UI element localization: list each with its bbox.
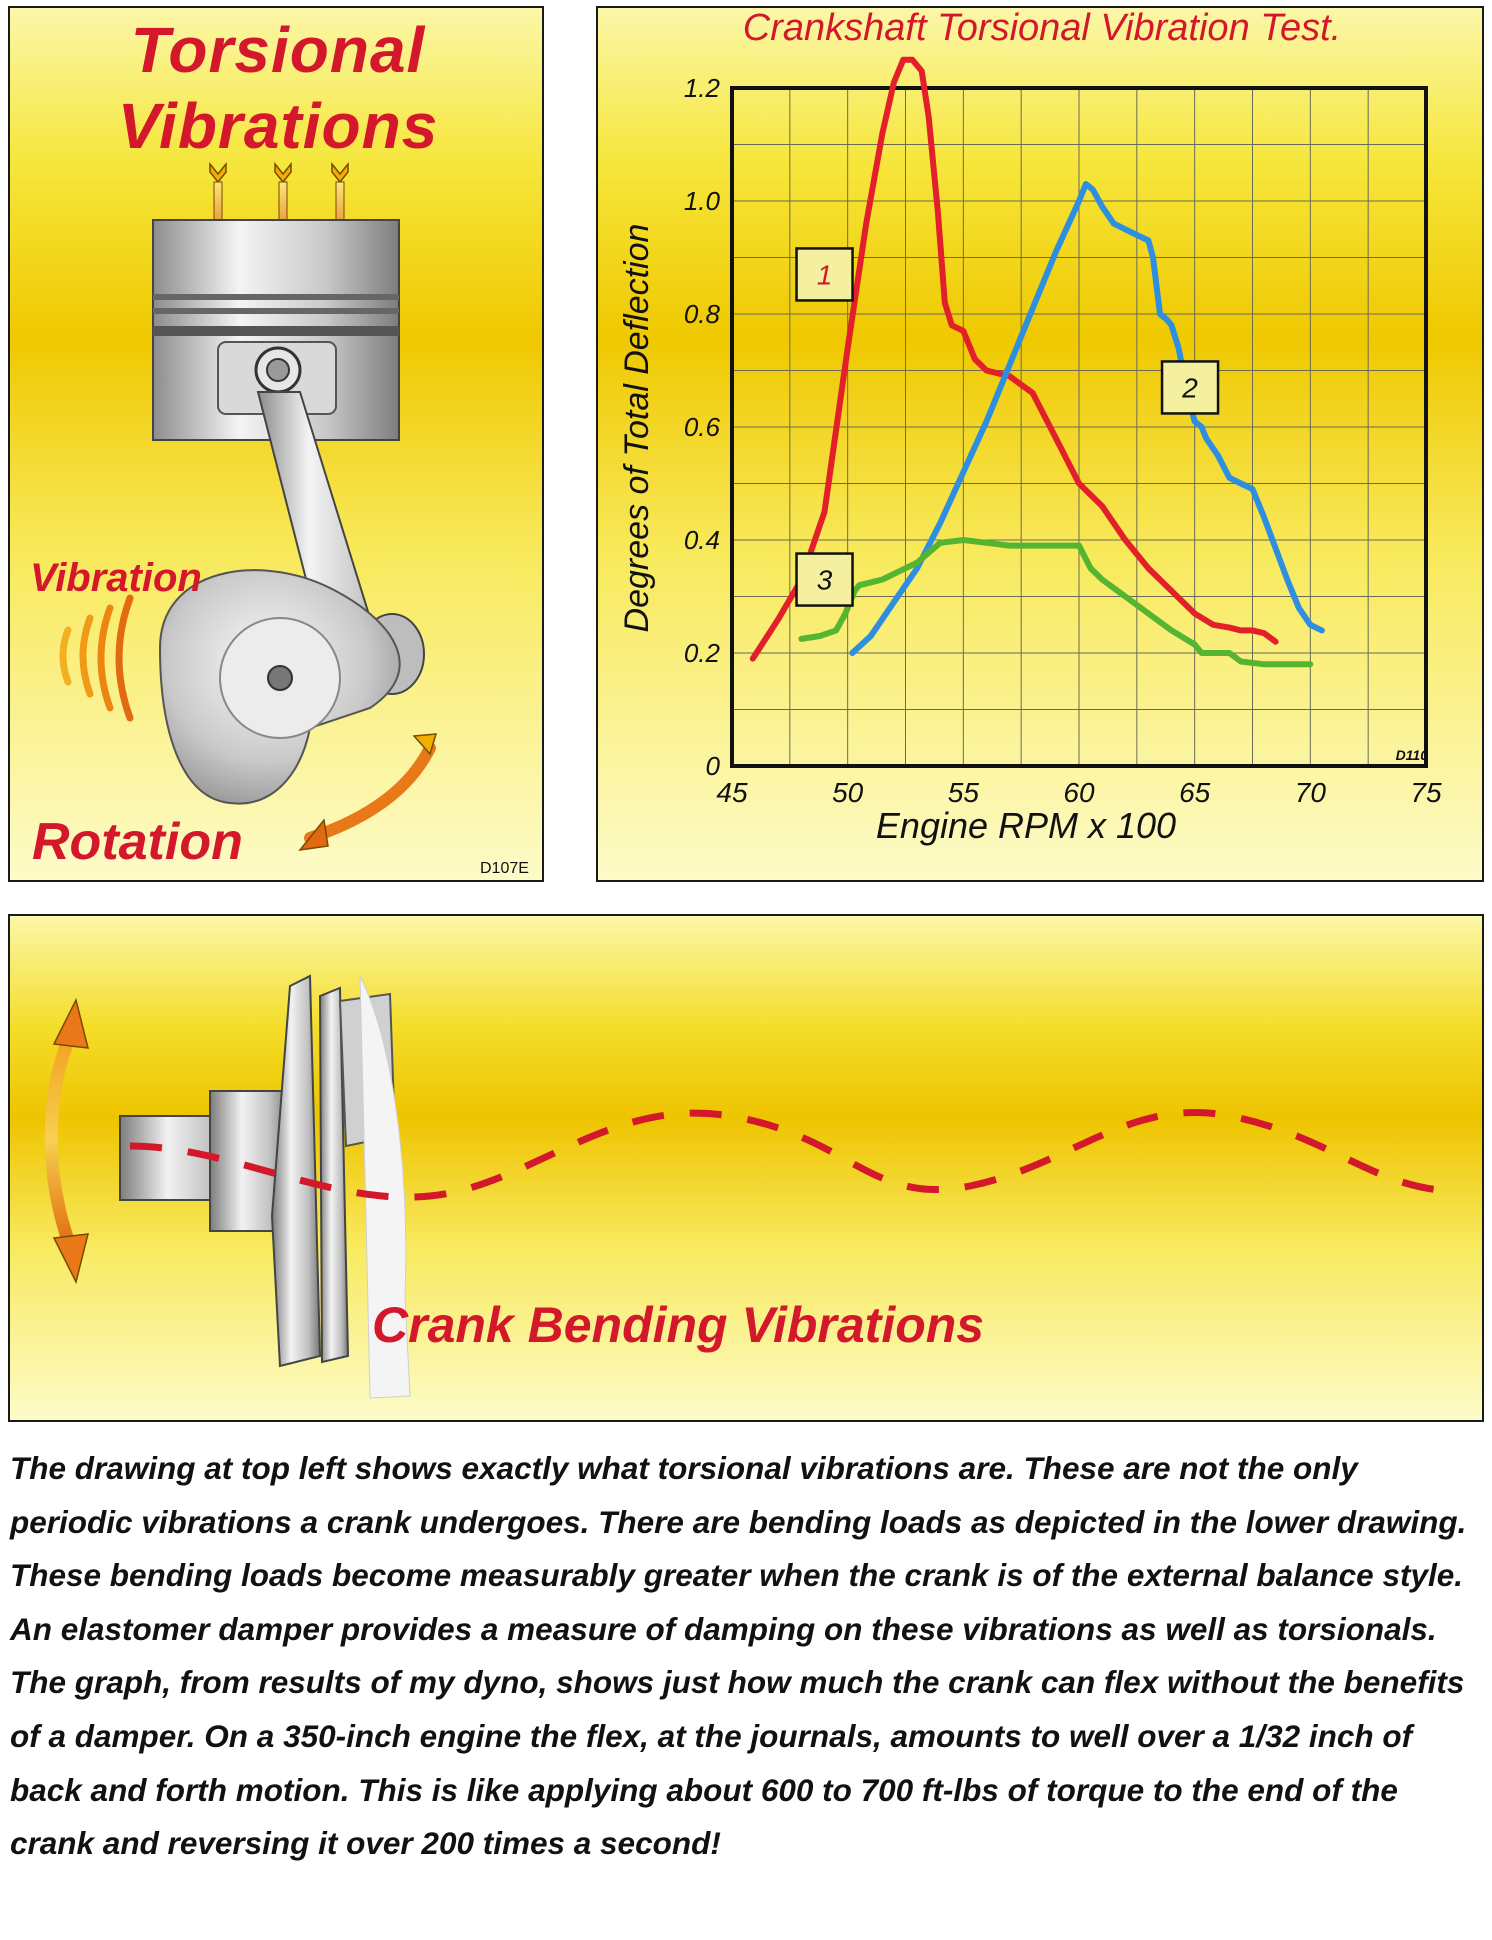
- y-tick-label: 0: [705, 751, 720, 781]
- y-axis-ticks: [684, 73, 721, 781]
- x-tick-label: 50: [832, 777, 864, 808]
- series-label: 2: [1182, 372, 1198, 404]
- vibration-arcs-icon: [63, 598, 130, 718]
- torsional-test-chart-panel: [596, 6, 1484, 882]
- x-tick-label: 55: [947, 777, 979, 808]
- series-1-badge: [797, 248, 853, 300]
- y-tick-label: 1.0: [683, 186, 720, 216]
- rotation-label: Rotation: [32, 813, 243, 871]
- y-axis-label: Degrees of Total Deflection: [618, 223, 656, 633]
- rotation-arrow-icon: [300, 734, 436, 850]
- bending-double-arrow-icon: [51, 1000, 88, 1282]
- torsional-title-line1: Torsional: [130, 14, 426, 86]
- series-2-badge: [1162, 361, 1218, 413]
- y-tick-label: 0.4: [683, 525, 720, 555]
- torsional-title-line2: Vibrations: [117, 90, 439, 162]
- x-axis-label: Engine RPM x 100: [875, 805, 1177, 846]
- y-tick-label: 0.2: [683, 638, 720, 668]
- series-3-badge: [797, 554, 853, 606]
- crank-bending-label: Crank Bending Vibrations: [372, 1297, 985, 1353]
- x-tick-label: 75: [1410, 777, 1442, 808]
- x-tick-label: 45: [716, 777, 748, 808]
- series-2-line: [852, 184, 1322, 653]
- chart-title: Crankshaft Torsional Vibration Test.: [742, 8, 1342, 49]
- torsional-vibrations-panel: [8, 6, 544, 882]
- y-tick-label: 0.8: [683, 299, 720, 329]
- piston-crank-illustration: [10, 8, 544, 882]
- torsional-vibration-chart: [598, 8, 1484, 882]
- vibration-label: Vibration: [30, 556, 202, 600]
- x-tick-label: 65: [1179, 777, 1211, 808]
- crankshaft-icon: [120, 976, 410, 1398]
- y-tick-label: 0.6: [683, 412, 720, 442]
- series-3-line: [801, 540, 1310, 664]
- figure-code-d107e: D107E: [480, 860, 529, 877]
- series-label: 3: [816, 564, 833, 596]
- figure-code-d110: D110: [1395, 747, 1428, 763]
- x-tick-label: 70: [1294, 777, 1326, 808]
- series-label: 1: [816, 259, 833, 291]
- x-tick-label: 60: [1063, 777, 1095, 808]
- crank-bending-panel: [8, 914, 1484, 1422]
- y-tick-label: 1.2: [683, 73, 720, 103]
- caption-paragraph: The drawing at top left shows exactly what torsional vibrations are. These are not the only periodic vibrations a crank undergoes. There are bending loads as depicted in the lower drawing. These bending loads become measurably greater when the crank is of the external balance style. An elastomer damper provides a measure of damping on these vibrations as well as torsionals. The graph, from results of my dyno, shows just how much the crank can flex without the benefits of a damper. On a 350-inch engine the flex, at the journals, amounts to well over a 1/32 inch of back and forth motion. This is like applying about 600 to 700 ft-lbs of torque to the end of the crank and reversing it over 200 times a second!: [10, 1450, 1467, 1862]
- x-axis-ticks: [716, 777, 1442, 808]
